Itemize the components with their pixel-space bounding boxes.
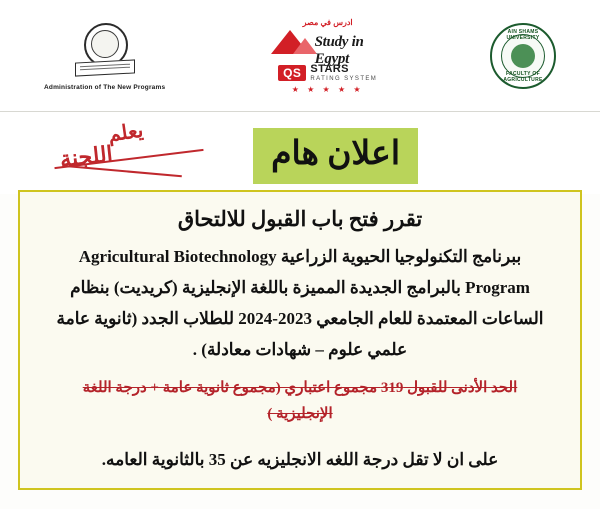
announcement-body <box>18 190 582 490</box>
university-logo <box>490 23 556 89</box>
handwritten-signature <box>52 118 232 190</box>
new-programs-caption: Administration of The New Programs <box>44 83 166 91</box>
announcement-line-1-ar: ببرنامج التكنولوجيا الحيوية الزراعية <box>280 247 522 266</box>
english-score-condition: على ان لا تقل درجة اللغه الانجليزيه عن 35 بالثانوية العامه. <box>101 450 499 469</box>
university-seal-icon <box>490 23 556 89</box>
pyramid-small-icon <box>293 38 317 54</box>
university-name-top: AIN SHAMS UNIVERSITY <box>506 28 540 41</box>
study-in-egypt-logo <box>258 18 398 94</box>
qs-badge: QS <box>278 65 306 81</box>
announcement-line-2-ar: بالبرامج الجديدة المميزة باللغة الإنجليزية (كريديت) بنظام <box>70 278 461 297</box>
five-stars-icon: ★ ★ ★ ★ ★ <box>291 84 364 94</box>
signature-word-bottom: اللجنة <box>58 141 114 172</box>
study-in-egypt-title: Study in Egypt <box>314 33 364 67</box>
new-programs-logo <box>44 21 165 91</box>
signature-stroke-2 <box>62 165 182 177</box>
qs-rating-system-label: RATING SYSTEM <box>310 75 378 82</box>
announcement-line-1 <box>40 242 560 272</box>
signature-word-top: يعلم <box>106 119 145 147</box>
academic-emblem-icon <box>75 21 135 79</box>
minimum-score-note-line-2: الإنجليزية ) <box>267 406 333 422</box>
study-in-egypt-arabic-tagline: ادرس في مصر <box>302 17 353 27</box>
qs-stars-label: STARS <box>310 62 349 75</box>
announcement-line-1-en: Agricultural Biotechnology <box>78 247 277 266</box>
announcement-line-3: الساعات المعتمدة للعام الجامعي 2023-2024 للطلاب الجدد (ثانوية عامة <box>56 309 544 328</box>
page-title: اعلان هام <box>253 128 418 184</box>
title-area <box>0 112 600 194</box>
faculty-name-bottom: FACULTY OF AGRICULTURE <box>503 70 543 83</box>
study-in-egypt-mark <box>265 28 391 67</box>
announcement-line-2 <box>40 273 560 303</box>
announcement-line-4: علمي علوم – شهادات معادلة) . <box>192 340 408 359</box>
announcement-heading: تقرر فتح باب القبول للالتحاق <box>177 207 423 231</box>
minimum-score-note <box>40 375 560 427</box>
minimum-score-note-line-1: الحد الأدنى للقبول 319 مجموع اعتباري (مجموع ثانوية عامة + درجة اللغة <box>82 380 518 396</box>
header-logo-row <box>0 0 600 112</box>
announcement-line-2-en: Program <box>465 278 530 297</box>
